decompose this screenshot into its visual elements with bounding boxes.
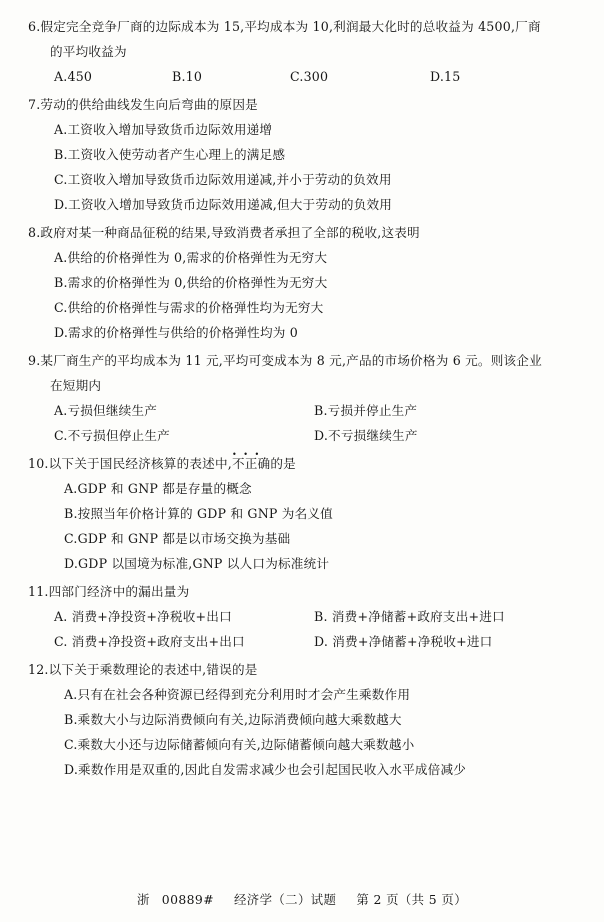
question-10-options — [28, 476, 574, 576]
question-10-stem-suffix: 的是 — [270, 456, 296, 471]
question-9-options — [28, 398, 574, 448]
question-12-option-c[interactable]: C.乘数大小还与边际储蓄倾向有关,边际储蓄倾向越大乘数越小 — [64, 737, 415, 752]
question-7-option-d[interactable]: D.工资收入增加导致货币边际效用递减,但大于劳动的负效用 — [54, 197, 393, 212]
footer-subject: 经济学（二）试题 — [234, 892, 337, 907]
question-12-options — [28, 682, 574, 782]
question-12-stem: 12.以下关于乘数理论的表述中,错误的是 — [28, 662, 258, 677]
question-8-options — [28, 245, 574, 345]
footer-course-code: 00889# — [161, 892, 214, 907]
question-8 — [28, 220, 574, 345]
question-12 — [28, 657, 574, 782]
question-7-option-b[interactable]: B.工资收入使劳动者产生心理上的满足感 — [54, 147, 286, 162]
question-6-option-d[interactable]: D.15 — [430, 69, 461, 84]
question-10-option-a[interactable]: A.GDP 和 GNP 都是存量的概念 — [64, 481, 252, 496]
question-11-option-d[interactable]: D. 消费+净储蓄+净税收+进口 — [314, 634, 493, 649]
page-footer — [0, 890, 604, 908]
question-8-stem: 8.政府对某一种商品征税的结果,导致消费者承担了全部的税收,这表明 — [28, 225, 420, 240]
question-7-option-c[interactable]: C.工资收入增加导致货币边际效用递减,并小于劳动的负效用 — [54, 172, 392, 187]
question-9 — [28, 348, 574, 448]
question-10-stem-prefix: 10.以下关于国民经济核算的表述中, — [28, 456, 232, 471]
question-9-stem-line1: 9.某厂商生产的平均成本为 11 元,平均可变成本为 8 元,产品的市场价格为 6 元。则该企业 — [28, 353, 542, 368]
question-6-option-c[interactable]: C.300 — [290, 69, 329, 84]
question-6-option-a[interactable]: A.450 — [54, 69, 93, 84]
question-11 — [28, 579, 574, 654]
question-9-option-b[interactable]: B.亏损并停止生产 — [314, 403, 418, 418]
question-6-option-b[interactable]: B.10 — [172, 69, 203, 84]
question-10-stem-emphasis: 不正确 • • • — [232, 451, 270, 476]
question-6-stem-line1: 6.假定完全竞争厂商的边际成本为 15,平均成本为 10,利润最大化时的总收益为 4500,厂商 — [28, 19, 541, 34]
question-7-stem: 7.劳动的供给曲线发生向后弯曲的原因是 — [28, 97, 258, 112]
question-10-option-c[interactable]: C.GDP 和 GNP 都是以市场交换为基础 — [64, 531, 291, 546]
footer-page-number: 第 2 页（共 5 页） — [356, 892, 467, 907]
question-8-option-d[interactable]: D.需求的价格弹性与供给的价格弹性均为 0 — [54, 325, 298, 340]
question-10-option-b[interactable]: B.按照当年价格计算的 GDP 和 GNP 为名义值 — [64, 506, 333, 521]
question-12-option-b[interactable]: B.乘数大小与边际消费倾向有关,边际消费倾向越大乘数越大 — [64, 712, 402, 727]
question-9-option-a[interactable]: A.亏损但继续生产 — [54, 403, 158, 418]
question-7-options — [28, 117, 574, 217]
question-10-stem — [28, 451, 574, 476]
question-11-stem: 11.四部门经济中的漏出量为 — [28, 584, 190, 599]
question-11-options — [28, 604, 574, 654]
question-9-option-c[interactable]: C.不亏损但停止生产 — [54, 428, 170, 443]
footer-province: 浙 — [137, 892, 150, 907]
question-7-option-a[interactable]: A.工资收入增加导致货币边际效用递增 — [54, 122, 273, 137]
question-10 — [28, 451, 574, 576]
question-6 — [28, 14, 574, 89]
question-8-option-a[interactable]: A.供给的价格弹性为 0,需求的价格弹性为无穷大 — [54, 250, 328, 265]
question-6-options — [28, 64, 574, 89]
question-11-option-c[interactable]: C. 消费+净投资+政府支出+出口 — [54, 634, 245, 649]
question-11-option-b[interactable]: B. 消费+净储蓄+政府支出+进口 — [314, 609, 505, 624]
question-10-option-d[interactable]: D.GDP 以国境为标准,GNP 以人口为标准统计 — [64, 556, 330, 571]
question-7 — [28, 92, 574, 217]
question-12-option-a[interactable]: A.只有在社会各种资源已经得到充分利用时才会产生乘数作用 — [64, 687, 411, 702]
question-11-option-a[interactable]: A. 消费+净投资+净税收+出口 — [54, 609, 232, 624]
question-8-option-c[interactable]: C.供给的价格弹性与需求的价格弹性均为无穷大 — [54, 300, 324, 315]
question-12-option-d[interactable]: D.乘数作用是双重的,因此自发需求减少也会引起国民收入水平成倍减少 — [64, 762, 467, 777]
question-9-stem-line2: 在短期内 — [50, 378, 102, 393]
question-8-option-b[interactable]: B.需求的价格弹性为 0,供给的价格弹性为无穷大 — [54, 275, 328, 290]
question-6-stem-line2: 的平均收益为 — [50, 44, 127, 59]
question-9-option-d[interactable]: D.不亏损继续生产 — [314, 428, 418, 443]
